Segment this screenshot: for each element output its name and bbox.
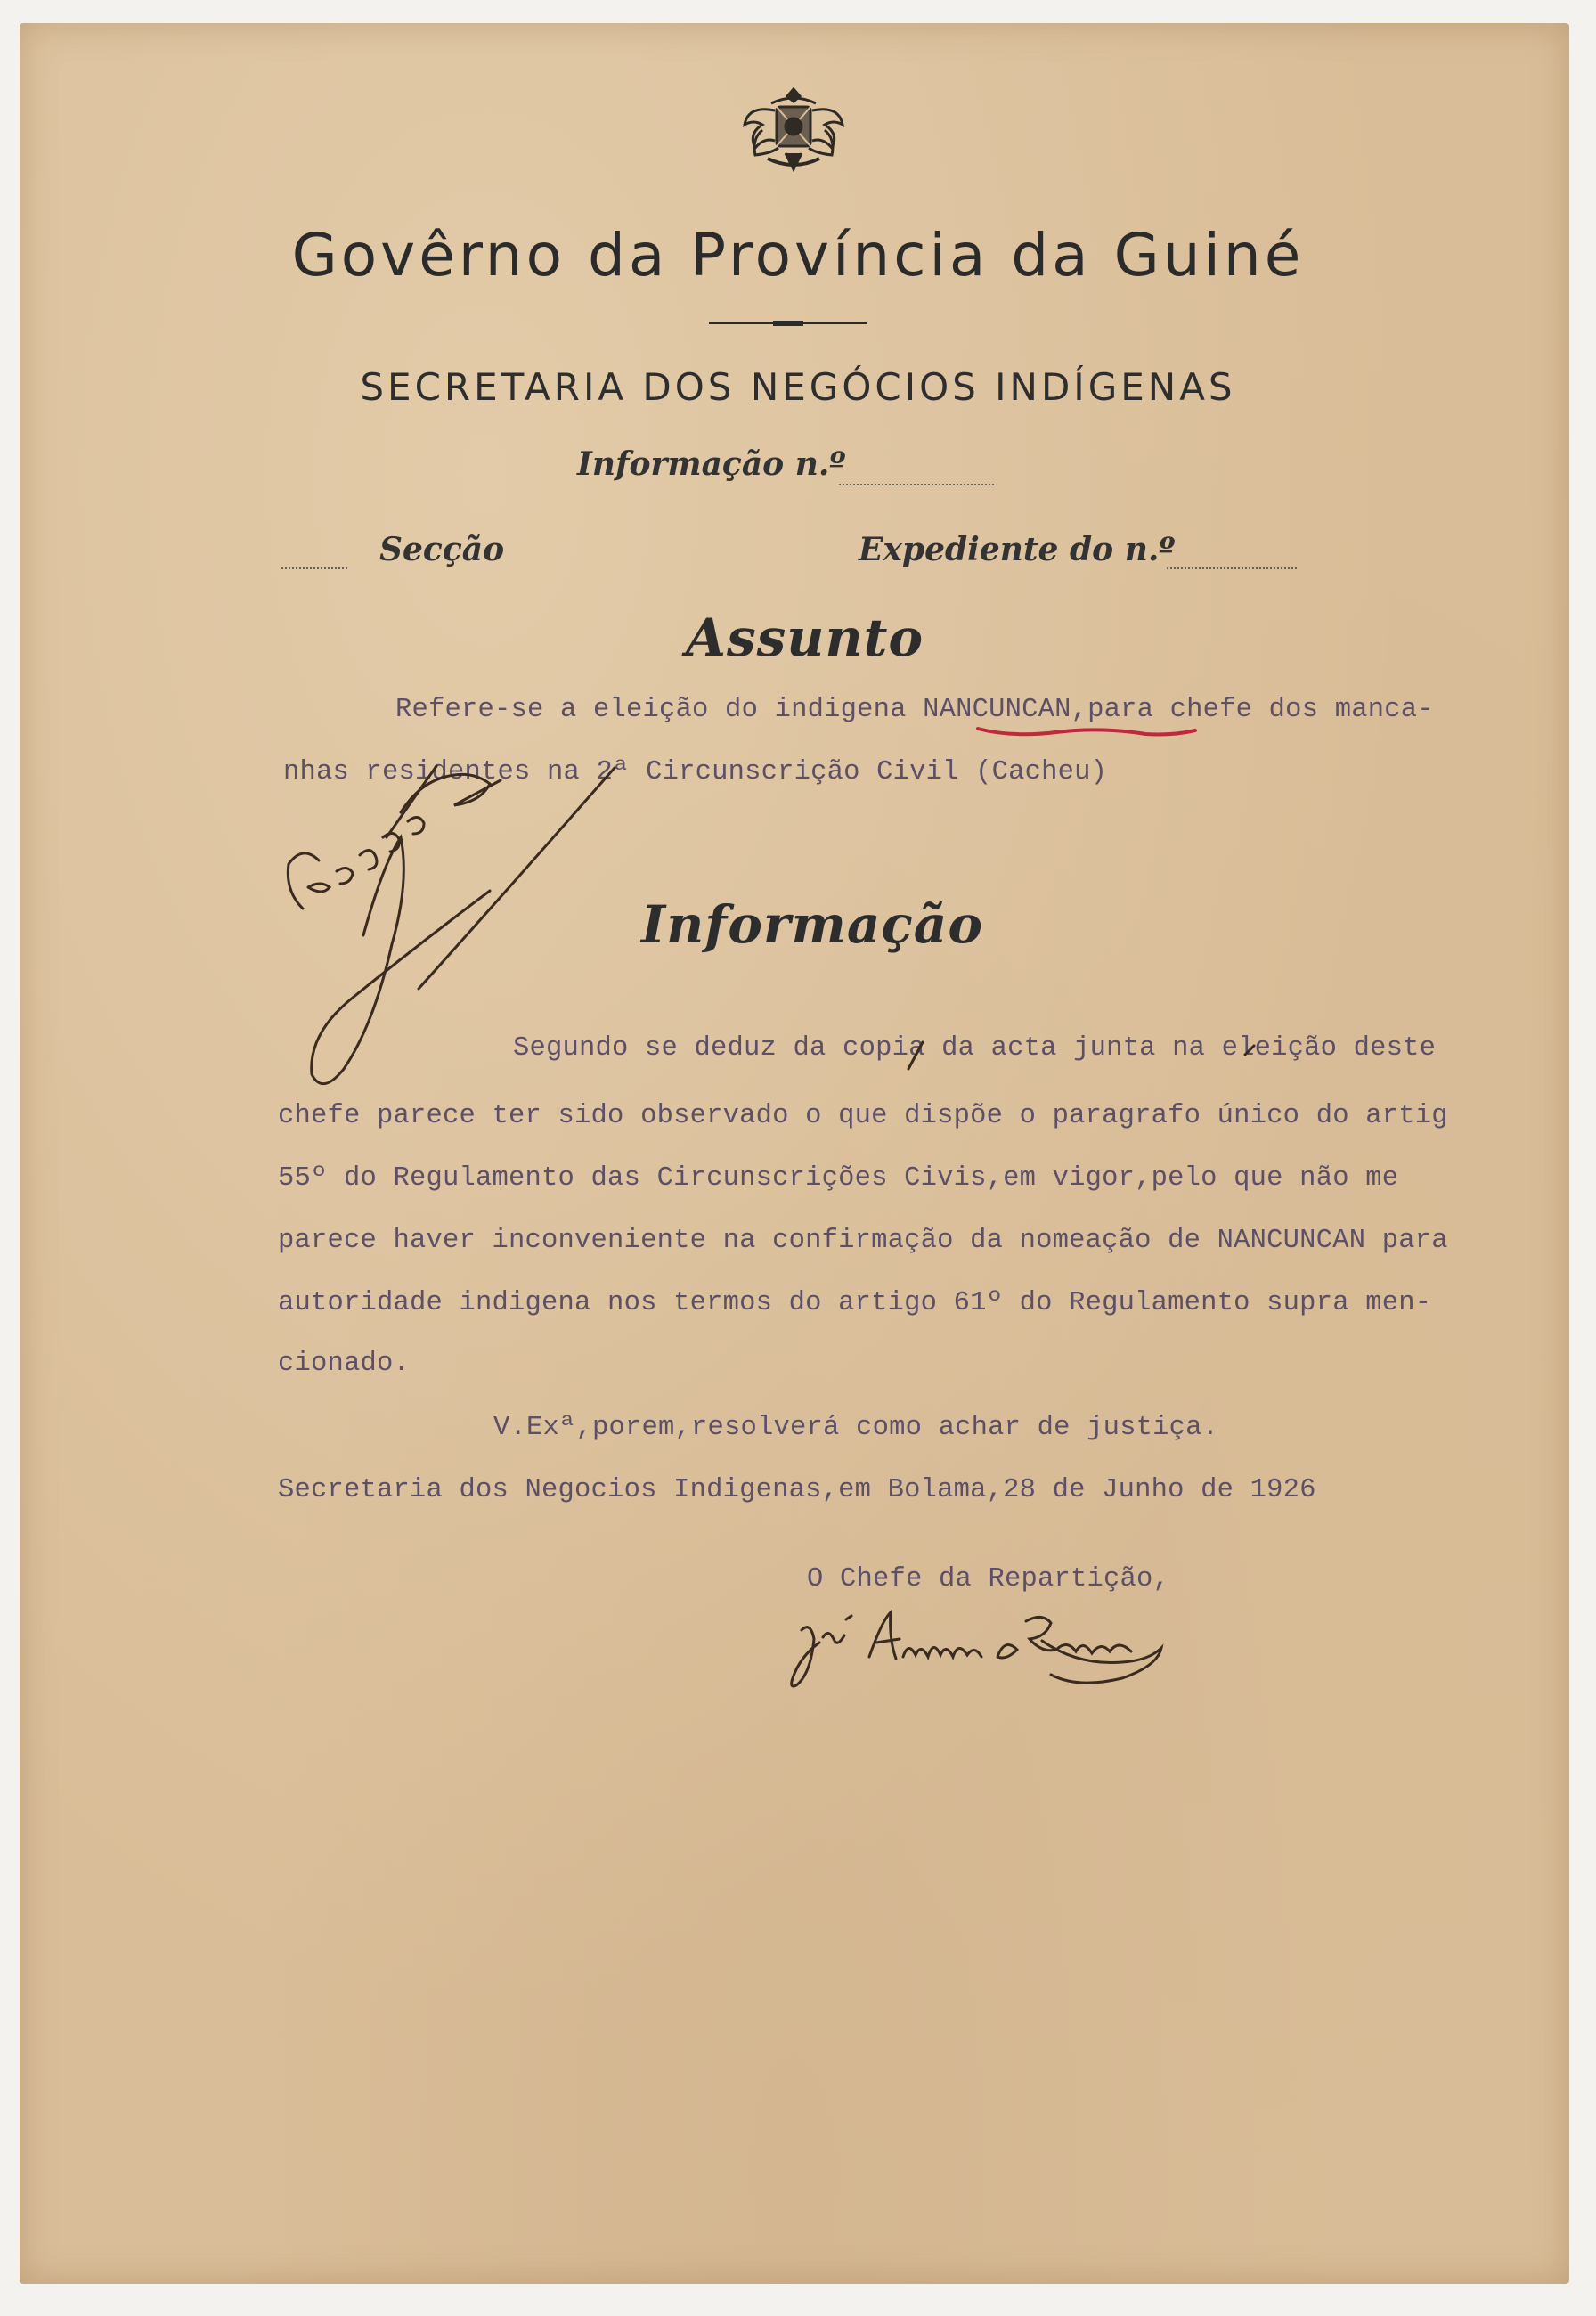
informacao-number-blank — [839, 483, 994, 485]
assunto-line-1 — [395, 695, 1434, 725]
assunto-text-before-name: Refere-se a eleição do indigena — [395, 695, 924, 725]
marginal-annotation — [267, 730, 641, 1122]
correction-marks — [900, 1039, 1256, 1074]
assunto-text-after-name: ,para chefe dos manca- — [1071, 695, 1434, 725]
red-pencil-underline — [976, 723, 1199, 741]
informacao-heading: Informação — [641, 894, 984, 955]
expediente-label: Expediente do n.º — [859, 531, 1176, 568]
title-divider — [709, 322, 867, 324]
assunto-indigenous-name: NANCUNCAN — [923, 695, 1071, 725]
place-date-line: Secretaria dos Negocios Indigenas,em Bolama,28 de Junho de 1926 — [278, 1475, 1316, 1505]
informacao-line-6: cionado. — [278, 1349, 411, 1379]
assunto-heading: Assunto — [686, 608, 924, 668]
informacao-line-1: Segundo se deduz da copia da acta junta na eleição deste — [513, 1033, 1437, 1064]
assunto-line-2: nhas residentes na 2ª Circunscrição Civil (Cacheu) — [283, 757, 1108, 787]
closing-line: V.Exª,porem,resolverá como achar de justiça. — [493, 1413, 1219, 1443]
page-title: Govêrno da Província da Guiné — [291, 221, 1305, 290]
expediente-blank — [1167, 567, 1297, 569]
informacao-line-5: autoridade indigena nos termos do artigo 61º do Regulamento supra men- — [278, 1288, 1432, 1318]
informacao-number-label: Informação n.º — [577, 445, 846, 483]
department-heading: SECRETARIA DOS NEGÓCIOS INDÍGENAS — [360, 365, 1236, 409]
seccao-label: Secção — [379, 531, 505, 568]
handwritten-signature — [784, 1603, 1247, 1701]
signatory-role: O Chefe da Repartição, — [807, 1564, 1170, 1594]
seccao-blank — [281, 567, 347, 569]
document-sheet — [20, 23, 1569, 2284]
informacao-line-4: parece haver inconveniente na confirmação da nomeação de NANCUNCAN para — [278, 1226, 1448, 1256]
crest-icon — [736, 84, 851, 176]
informacao-line-3: 55º do Regulamento das Circunscrições Civis,em vigor,pelo que não me — [278, 1163, 1399, 1194]
informacao-line-2: chefe parece ter sido observado o que dispõe o paragrafo único do artig — [278, 1101, 1448, 1131]
